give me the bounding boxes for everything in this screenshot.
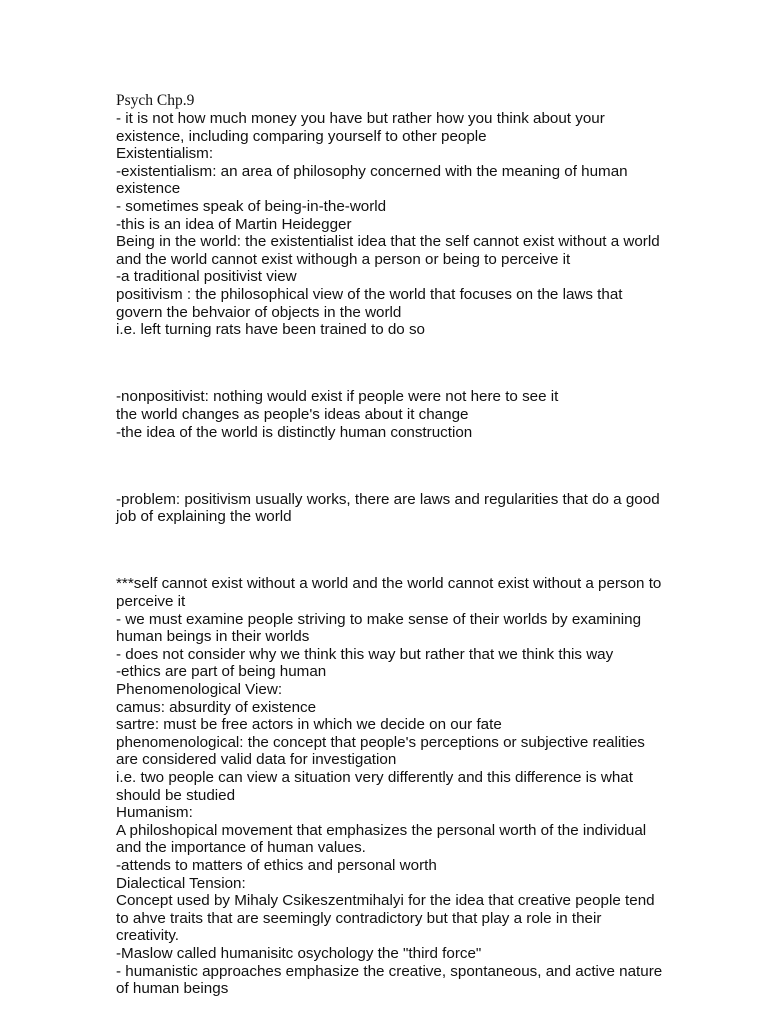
text-line: existence bbox=[116, 180, 181, 198]
text-line: job of explaining the world bbox=[116, 508, 292, 526]
document-page bbox=[116, 92, 676, 998]
text-line: Dialectical Tension: bbox=[116, 874, 246, 892]
text-line: are considered valid data for investigation bbox=[116, 751, 397, 769]
document-body bbox=[116, 110, 676, 998]
text-line: -existentialism: an area of philosophy concerned with the meaning of human bbox=[116, 162, 628, 180]
text-line: i.e. left turning rats have been trained to do so bbox=[116, 321, 426, 339]
text-line: govern the behvaior of objects in the world bbox=[116, 303, 402, 321]
text-line: -the idea of the world is distinctly human construction bbox=[116, 423, 473, 441]
document-title: Psych Chp.9 bbox=[116, 92, 195, 109]
text-line: camus: absurdity of existence bbox=[116, 698, 317, 716]
text-line: -this is an idea of Martin Heidegger bbox=[116, 215, 352, 233]
text-line: human beings in their worlds bbox=[116, 628, 310, 646]
blank-line bbox=[116, 355, 676, 373]
text-line: -nonpositivist: nothing would exist if people were not here to see it bbox=[116, 388, 559, 406]
text-line: Concept used by Mihaly Csikeszentmihalyi for the idea that creative people tend bbox=[116, 892, 655, 910]
text-line: existence, including comparing yourself to other people bbox=[116, 127, 487, 145]
text-line: -attends to matters of ethics and personal worth bbox=[116, 856, 437, 874]
text-line: - it is not how much money you have but rather how you think about your bbox=[116, 110, 605, 127]
blank-line bbox=[116, 457, 676, 475]
text-line: -ethics are part of being human bbox=[116, 663, 327, 681]
text-line: of human beings bbox=[116, 980, 229, 998]
text-line: -a traditional positivist view bbox=[116, 268, 297, 286]
text-line: and the importance of human values. bbox=[116, 839, 366, 857]
text-line: sartre: must be free actors in which we decide on our fate bbox=[116, 716, 502, 734]
text-line: - does not consider why we think this way but rather that we think this way bbox=[116, 645, 614, 663]
text-line: should be studied bbox=[116, 786, 236, 804]
text-line: Phenomenological View: bbox=[116, 681, 283, 699]
text-line: creativity. bbox=[116, 927, 180, 945]
text-line: i.e. two people can view a situation very differently and this difference is what bbox=[116, 769, 633, 786]
text-line: A philoshopical movement that emphasizes the personal worth of the individual bbox=[116, 821, 647, 839]
text-line: -problem: positivism usually works, there are laws and regularities that do a good bbox=[116, 490, 660, 508]
text-line: ***self cannot exist without a world and the world cannot exist without a person to bbox=[116, 575, 662, 593]
text-line: - sometimes speak of being-in-the-world bbox=[116, 197, 387, 215]
text-line: to ahve traits that are seemingly contradictory but that play a role in their bbox=[116, 909, 602, 927]
text-line: positivism : the philosophical view of the world that focuses on the laws that bbox=[116, 285, 623, 303]
text-line: and the world cannot exist withough a person or being to perceive it bbox=[116, 250, 571, 268]
blank-line bbox=[116, 542, 676, 560]
text-line: Being in the world: the existentialist idea that the self cannot exist without a world bbox=[116, 233, 660, 251]
text-line: the world changes as people's ideas about it change bbox=[116, 405, 469, 423]
text-line: perceive it bbox=[116, 593, 186, 611]
text-line: - we must examine people striving to make sense of their worlds by examining bbox=[116, 610, 642, 628]
text-line: -Maslow called humanisitc osychology the "third force" bbox=[116, 944, 482, 962]
text-line: - humanistic approaches emphasize the creative, spontaneous, and active nature bbox=[116, 962, 663, 980]
text-line: phenomenological: the concept that people's perceptions or subjective realities bbox=[116, 733, 645, 751]
text-line: Existentialism: bbox=[116, 145, 214, 163]
text-line: Humanism: bbox=[116, 804, 193, 822]
